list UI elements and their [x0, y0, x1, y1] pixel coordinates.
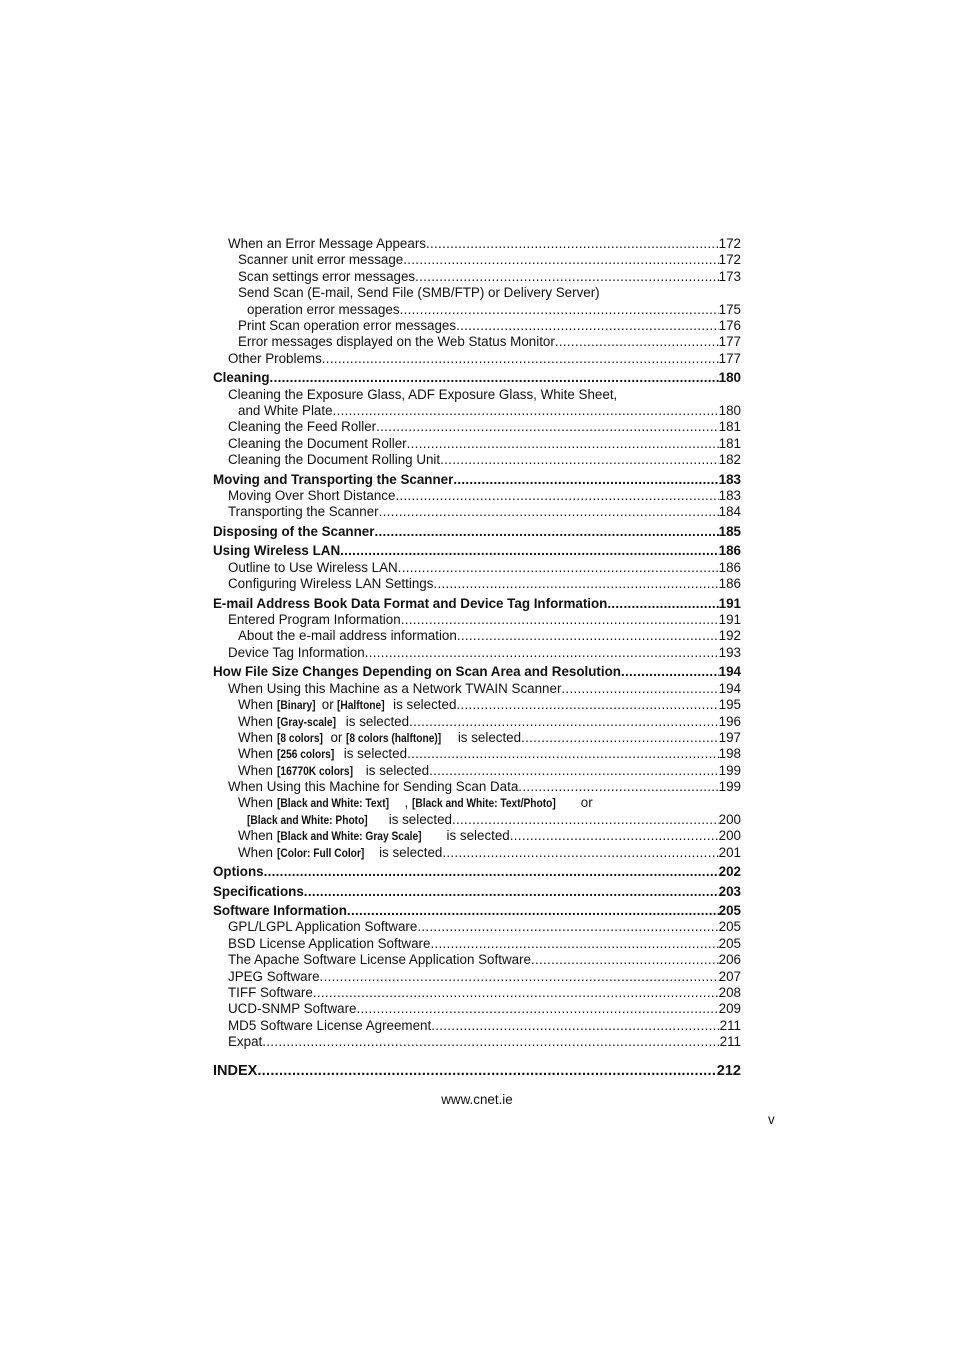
toc-entry-title [238, 828, 510, 844]
toc-entry-title [238, 845, 442, 861]
title-text: is selected [375, 844, 443, 860]
toc-page-number: 191 [718, 595, 741, 611]
title-text: is selected [385, 811, 452, 827]
toc-entry[interactable] [213, 436, 741, 452]
toc-page-number: 177 [718, 334, 741, 350]
dot-leader [333, 403, 719, 419]
title-text: When [238, 729, 277, 745]
dot-leader [426, 236, 719, 252]
title-text: is selected [362, 762, 430, 778]
dot-leader [531, 952, 719, 968]
toc-chapter-entry[interactable] [213, 884, 741, 900]
toc-entry-title: BSD License Application Software [228, 935, 431, 951]
dot-leader [376, 419, 719, 435]
toc-page-number: 208 [718, 985, 741, 1001]
title-text: When [238, 746, 277, 762]
ui-label: [Halftone] [337, 698, 386, 713]
ui-label: [16770K colors] [276, 763, 353, 778]
toc-page-number: 193 [718, 644, 741, 660]
title-text: , [404, 795, 412, 811]
toc-entry[interactable] [213, 645, 741, 661]
title-text: or [577, 795, 593, 811]
dot-leader [456, 697, 718, 713]
dot-leader [415, 269, 719, 285]
toc-entry[interactable] [213, 488, 741, 504]
dot-leader [262, 1034, 719, 1050]
dot-leader [264, 864, 719, 880]
toc-entry[interactable] [213, 285, 741, 301]
toc-entry-title: Scan settings error messages [238, 268, 416, 284]
toc-entry[interactable] [213, 236, 741, 252]
toc-entry-title [247, 812, 452, 828]
toc-page-number: 184 [718, 504, 741, 520]
toc-page-number: 192 [718, 628, 741, 644]
dot-leader [607, 596, 718, 612]
toc-entry-title: Other Problems [228, 350, 322, 366]
toc-entry-title: The Apache Software License Application Software [228, 952, 531, 968]
dot-leader [407, 746, 719, 762]
dot-leader [430, 936, 718, 952]
dot-leader [340, 543, 719, 559]
title-text: When [238, 697, 277, 713]
toc-chapter-entry[interactable] [213, 596, 741, 612]
toc-entry[interactable] [213, 714, 741, 730]
toc-entry-title [238, 746, 407, 762]
toc-entry[interactable] [213, 845, 741, 861]
toc-entry[interactable] [213, 936, 741, 952]
toc-entry-title: Error messages displayed on the Web Status Monitor [238, 334, 555, 350]
toc-entry-title: When an Error Message Appears [228, 236, 426, 251]
toc-entry-title: Cleaning [213, 370, 270, 386]
ui-label: [Black and White: Text] [276, 796, 389, 811]
toc-chapter-entry[interactable] [213, 664, 741, 680]
toc-page-number: 211 [719, 1034, 741, 1050]
toc-page-number: 172 [718, 252, 741, 268]
dot-leader [456, 318, 719, 334]
dot-leader [555, 334, 719, 350]
dot-leader [320, 969, 719, 985]
dot-leader [365, 645, 719, 661]
title-text: When [238, 795, 277, 811]
toc-page-number: 186 [718, 559, 741, 575]
toc-page-number: 177 [718, 350, 741, 366]
toc-page-number: 201 [718, 844, 741, 860]
toc-entry[interactable] [213, 252, 741, 268]
title-text: is selected [442, 828, 510, 844]
toc-entry-title: Entered Program Information [228, 612, 401, 628]
dot-leader [270, 370, 719, 386]
toc-entry[interactable] [213, 387, 741, 403]
toc-page-number: 209 [718, 1001, 741, 1017]
toc-page-number: 181 [718, 419, 741, 435]
dot-leader [409, 714, 719, 730]
toc-entry[interactable] [213, 919, 741, 935]
toc-entry[interactable] [213, 334, 741, 350]
toc-entry[interactable] [213, 351, 741, 367]
toc-page-number: 175 [718, 301, 741, 317]
toc-entry-title: Send Scan (E-mail, Send File (SMB/FTP) or Delivery Server) [238, 285, 600, 301]
toc-entry[interactable] [213, 746, 741, 762]
ui-label: [Binary] [276, 698, 316, 713]
toc-page-number: 180 [718, 370, 741, 386]
toc-entry[interactable] [213, 681, 741, 697]
toc-entry-title: Scanner unit error message [238, 252, 404, 268]
toc-entry-title: INDEX [213, 1062, 258, 1079]
toc-chapter-entry[interactable] [213, 864, 741, 880]
toc-entry-title: Configuring Wireless LAN Settings [228, 576, 434, 592]
toc-chapter-entry[interactable] [213, 472, 741, 488]
toc-page-number: 181 [718, 435, 741, 451]
dot-leader [440, 452, 719, 468]
toc-entry-title [238, 763, 429, 779]
toc-chapter-entry[interactable] [213, 370, 741, 386]
dot-leader [429, 763, 719, 779]
toc-page-number: 182 [718, 452, 741, 468]
ui-label: [Gray-scale] [276, 714, 336, 729]
toc-entry[interactable] [213, 952, 741, 968]
toc-page-number: 194 [718, 664, 741, 680]
toc-page-number: 197 [718, 729, 741, 745]
title-text: is selected [389, 697, 457, 713]
toc-entry[interactable] [213, 763, 741, 779]
toc-entry[interactable] [213, 1018, 741, 1034]
toc-page-number: 195 [718, 697, 741, 713]
toc-entry-title: Options [213, 864, 264, 880]
toc-entry[interactable] [213, 985, 741, 1001]
dot-leader [417, 919, 718, 935]
toc-page-number: 173 [718, 268, 741, 284]
toc-entry[interactable] [213, 452, 741, 468]
ui-label: [Black and White: Photo] [247, 812, 368, 827]
toc-page-number: 212 [716, 1062, 741, 1079]
dot-leader [395, 488, 718, 504]
toc-entry-title: Software Information [213, 903, 347, 919]
toc-entry[interactable] [213, 779, 741, 795]
title-text: When [238, 844, 277, 860]
dot-leader [452, 812, 719, 828]
dot-leader [433, 576, 718, 592]
toc-page-number: 200 [718, 811, 741, 827]
toc-entry[interactable] [213, 419, 741, 435]
ui-label: [8 colors (halftone)] [346, 730, 442, 745]
toc-entry[interactable] [213, 812, 741, 828]
toc-entry-title: When Using this Machine for Sending Scan Data [228, 779, 519, 795]
toc-entry[interactable] [213, 318, 741, 334]
title-text: is selected [342, 713, 410, 729]
toc-entry-title: and White Plate [238, 403, 333, 418]
toc-entry[interactable] [213, 504, 741, 520]
toc-entry-title: Disposing of the Scanner [213, 523, 375, 539]
toc-entry-title: Moving and Transporting the Scanner [213, 471, 454, 487]
toc-entry-title: Expat [228, 1034, 263, 1050]
toc-entry-title: operation error messages [247, 301, 400, 317]
toc-entry[interactable] [213, 795, 741, 811]
toc-entry-title: Specifications [213, 883, 304, 899]
toc-entry[interactable] [213, 697, 741, 713]
toc-chapter-entry[interactable] [213, 524, 741, 540]
toc-page-number: 206 [718, 952, 741, 968]
toc-entry-title: GPL/LGPL Application Software [228, 919, 418, 935]
toc-page-number: 200 [718, 828, 741, 844]
toc-page-number: 196 [718, 713, 741, 729]
dot-leader [304, 884, 719, 900]
toc-entry[interactable] [213, 1034, 741, 1050]
toc-entry-title: Transporting the Scanner [228, 504, 379, 520]
toc-entry-title: TIFF Software [228, 985, 313, 1001]
toc-entry-title: MD5 Software License Agreement [228, 1017, 432, 1033]
toc-entry[interactable] [213, 730, 741, 746]
toc-entry[interactable] [213, 269, 741, 285]
toc-entry[interactable] [213, 560, 741, 576]
toc-entry[interactable] [213, 576, 741, 592]
toc-entry-title: Using Wireless LAN [213, 543, 341, 559]
dot-leader [407, 436, 719, 452]
toc-entry-title: UCD-SNMP Software [228, 1001, 357, 1017]
toc-page-number: 185 [718, 523, 741, 539]
toc-entry-title: Device Tag Information [228, 644, 365, 660]
toc-page-number: 198 [718, 746, 741, 762]
toc-entry[interactable] [213, 612, 741, 628]
toc-page-number: 205 [718, 919, 741, 935]
toc-entry-title: Outline to Use Wireless LAN [228, 559, 398, 575]
ui-label: [Black and White: Text/Photo] [411, 796, 556, 811]
toc-entry-title: JPEG Software [228, 968, 320, 984]
dot-leader [561, 681, 718, 697]
toc-page-number: 176 [718, 317, 741, 333]
toc-page-number: 172 [718, 236, 741, 251]
toc-page-number: 194 [718, 680, 741, 696]
dot-leader [518, 779, 718, 795]
dot-leader [322, 351, 719, 367]
dot-leader [621, 664, 719, 680]
dot-leader [521, 730, 719, 746]
dot-leader [510, 828, 719, 844]
dot-leader [398, 560, 719, 576]
toc-entry[interactable] [213, 1001, 741, 1017]
dot-leader [257, 1063, 716, 1079]
toc-page-number: 191 [718, 612, 741, 628]
dot-leader [401, 612, 719, 628]
title-text: When [238, 828, 277, 844]
toc-page-number: 205 [718, 935, 741, 951]
ui-label: [Black and White: Gray Scale] [276, 829, 422, 844]
toc-page-number: 205 [718, 903, 741, 919]
toc-page-number: 186 [718, 543, 741, 559]
dot-leader [453, 472, 718, 488]
toc-page-number: 183 [718, 488, 741, 504]
title-text: or [326, 729, 347, 745]
toc-entry-title [238, 714, 409, 730]
toc-chapter-entry[interactable] [213, 903, 741, 919]
footer-url: www.cnet.ie [441, 1092, 513, 1107]
toc-page-number: 180 [718, 403, 741, 418]
toc-page-number: 202 [718, 864, 741, 880]
toc-page-number: 199 [718, 762, 741, 778]
toc-entry-title: E-mail Address Book Data Format and Device Tag Information [213, 595, 608, 611]
toc-entry-title: Cleaning the Exposure Glass, ADF Exposure Glass, White Sheet, [228, 386, 618, 402]
dot-leader [379, 504, 719, 520]
dot-leader [403, 252, 718, 268]
ui-label: [Color: Full Color] [276, 845, 364, 860]
dot-leader [457, 628, 719, 644]
toc-entry-title [238, 697, 456, 713]
toc-page-number: 199 [718, 779, 741, 795]
toc-entry-title: When Using this Machine as a Network TWAIN Scanner [228, 680, 562, 696]
toc-entry-title: Cleaning the Document Roller [228, 435, 407, 451]
toc-entry-title: Cleaning the Document Rolling Unit [228, 452, 441, 468]
toc-entry-title [238, 795, 593, 811]
title-text: or [318, 697, 338, 713]
toc-page-number: 207 [718, 968, 741, 984]
dot-leader [347, 903, 719, 919]
ui-label: [256 colors] [276, 747, 334, 762]
dot-leader [313, 985, 719, 1001]
dot-leader [374, 524, 718, 540]
dot-leader [400, 302, 719, 318]
dot-leader [356, 1001, 718, 1017]
toc-entry-title: How File Size Changes Depending on Scan Area and Resolution [213, 664, 621, 680]
table-of-contents [213, 236, 741, 1079]
toc-entry-title: Moving Over Short Distance [228, 488, 396, 504]
ui-label: [8 colors] [276, 730, 323, 745]
toc-entry[interactable] [213, 969, 741, 985]
toc-entry[interactable] [213, 403, 741, 419]
toc-entry-title: Cleaning the Feed Roller [228, 419, 377, 435]
title-text: is selected [454, 729, 522, 745]
title-text: When [238, 762, 277, 778]
toc-chapter-entry[interactable] [213, 1063, 741, 1079]
toc-entry-title: Print Scan operation error messages [238, 317, 457, 333]
toc-page-number: 203 [718, 883, 741, 899]
title-text: is selected [340, 746, 408, 762]
toc-entry-title: About the e-mail address information [238, 628, 457, 644]
toc-entry[interactable] [213, 828, 741, 844]
toc-page-number: 186 [718, 576, 741, 592]
toc-entry[interactable] [213, 628, 741, 644]
dot-leader [442, 845, 718, 861]
toc-chapter-entry[interactable] [213, 543, 741, 559]
toc-page-number: 211 [719, 1017, 741, 1033]
toc-entry-title [238, 730, 521, 746]
dot-leader [431, 1018, 719, 1034]
toc-page-number: 183 [718, 471, 741, 487]
toc-entry[interactable] [213, 302, 741, 318]
page-number: v [768, 1112, 775, 1127]
title-text: When [238, 713, 277, 729]
